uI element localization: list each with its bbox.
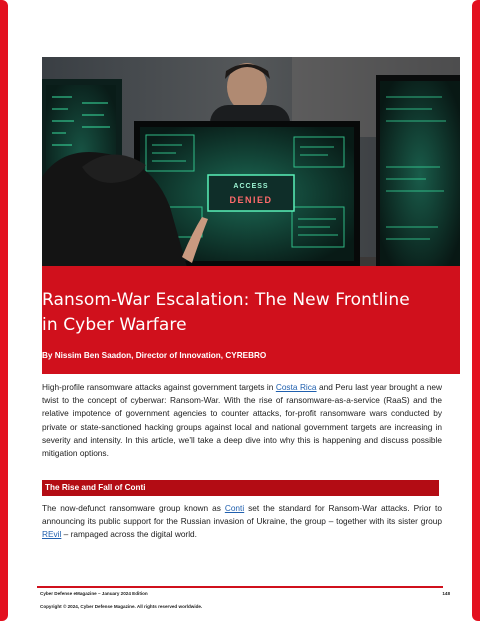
article-title-line2: in Cyber Warfare xyxy=(42,315,187,335)
section-text-1: The now-defunct ransomware group known as xyxy=(42,503,225,513)
section-text-3: – rampaged across the digital world. xyxy=(61,529,197,540)
page-number: 148 xyxy=(442,591,450,596)
intro-paragraph xyxy=(42,381,442,460)
section-heading: The Rise and Fall of Conti xyxy=(45,483,146,492)
section-paragraph xyxy=(42,502,442,542)
intro-text-2: and Peru last year brought a new twist to the concept of cyberwar: Ransom-War. With the rise of ransomware-as-a-service (RaaS) and the relative impotence of government agencies to counter attacks, for-profit ransomware wars conducted by private or state-sanctioned hacking groups against local and national government targets are increasing in severity and intensity. In this article, we’ll take a deep dive into why this is happening and discuss possible mitigation options. xyxy=(42,382,443,459)
title-banner xyxy=(42,266,460,374)
conti-link[interactable]: Conti xyxy=(224,503,245,513)
hacker-screens-illustration xyxy=(42,57,460,285)
section-text-2: set the standard for Ransom-War attacks. Prior to announcing its public support for the Russian invasion of Ukraine, the group – together with its sister group xyxy=(42,503,442,527)
screen-badge-line1: ACCESS xyxy=(233,183,269,190)
section-heading-bar xyxy=(42,480,439,496)
intro-text-1: High-profile ransomware attacks against government targets in xyxy=(42,382,276,392)
footer-edition: Cyber Defense eMagazine – January 2024 Edition xyxy=(40,591,148,596)
article-title xyxy=(42,288,460,338)
footer-divider xyxy=(37,586,443,588)
byline: By Nissim Ben Saadon, Director of Innovation, CYREBRO xyxy=(42,351,267,360)
footer-copyright: Copyright © 2024, Cyber Defense Magazine. All rights reserved worldwide. xyxy=(40,604,203,609)
hero-image xyxy=(42,57,460,285)
screen-badge-line2: DENIED xyxy=(229,195,273,205)
costa-rica-link[interactable]: Costa Rica xyxy=(275,382,317,392)
left-edge-bar xyxy=(0,0,8,621)
revil-link[interactable]: REvil xyxy=(42,529,62,540)
right-monitor xyxy=(376,75,460,275)
article-title-line1: Ransom-War Escalation: The New Frontline xyxy=(42,290,410,310)
right-edge-bar xyxy=(472,0,480,621)
